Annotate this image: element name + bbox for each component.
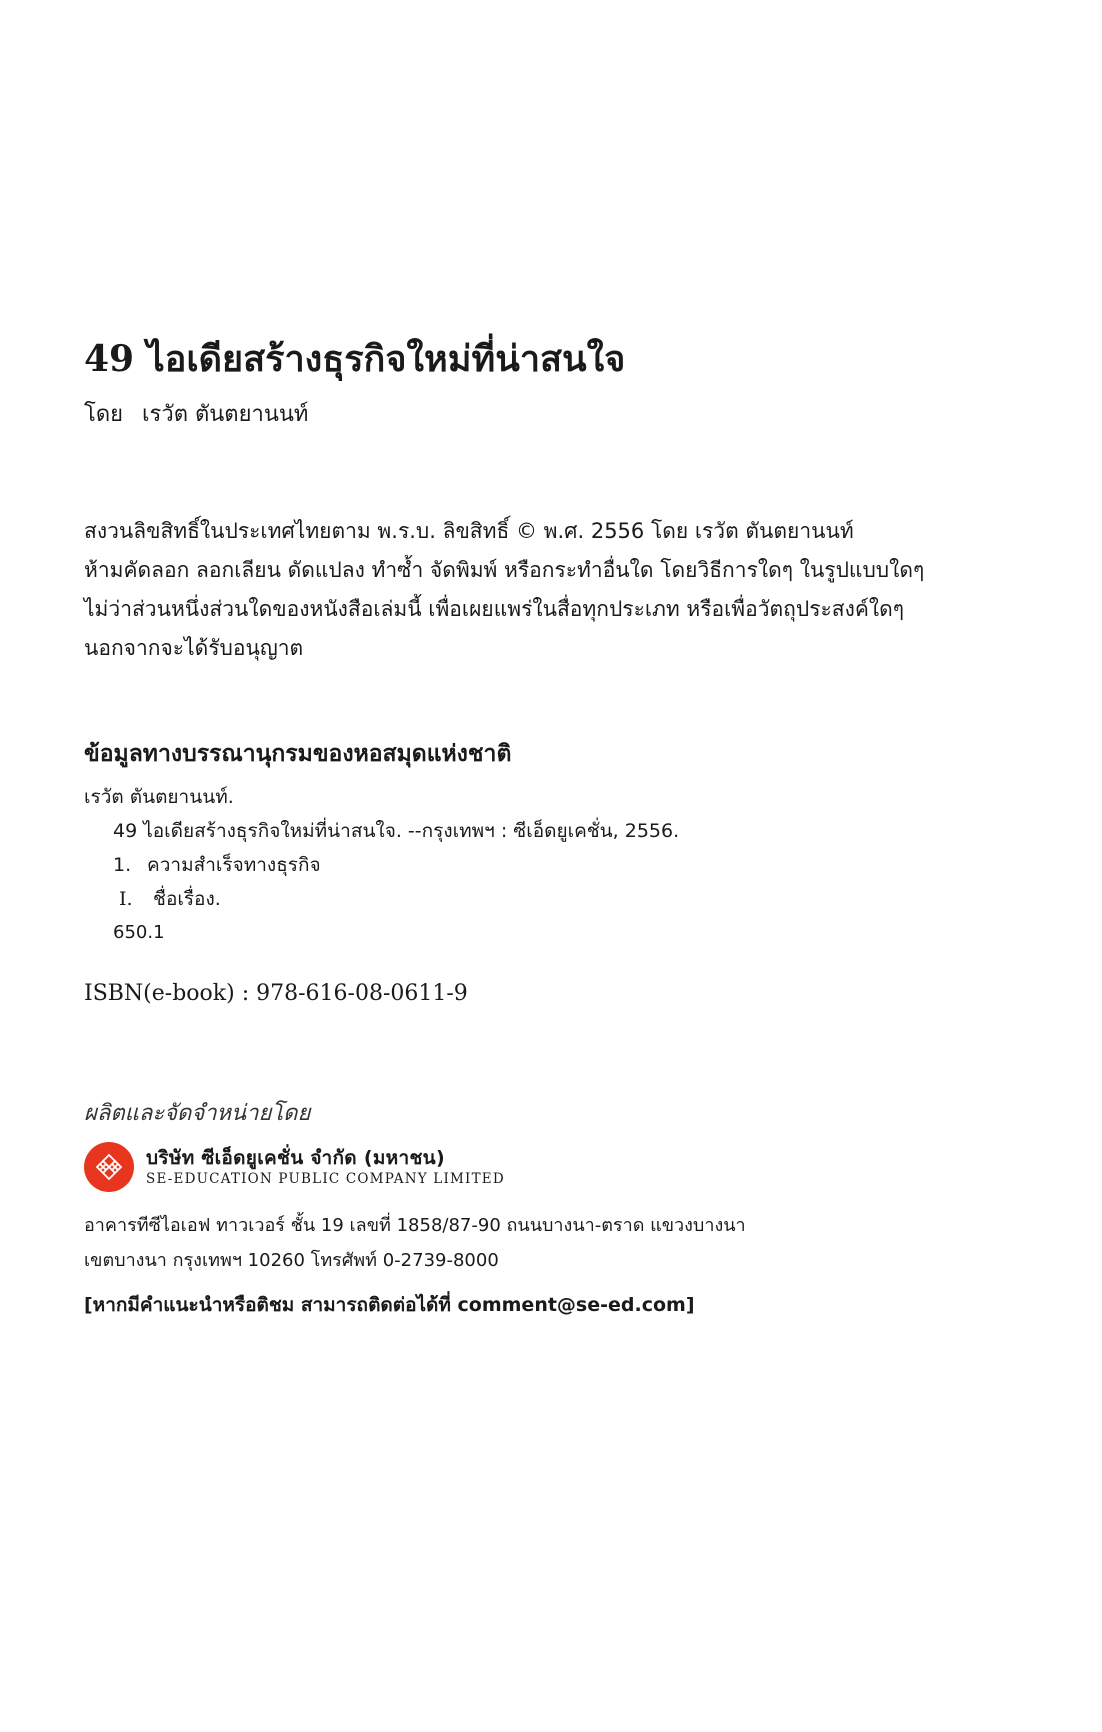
publisher-name — [146, 1146, 505, 1188]
copyright-line: นอกจากจะได้รับอนุญาต — [84, 636, 304, 660]
publisher-name-en: SE-EDUCATION PUBLIC COMPANY LIMITED — [146, 1171, 505, 1187]
feedback-note: [หากมีคำแนะนำหรือติชม สามารถติดต่อได้ที่ comment@se-ed.com] — [84, 1294, 695, 1316]
cataloging-subject — [84, 848, 984, 882]
book-title: 49 ไอเดียสร้างธุรกิจใหม่ที่น่าสนใจ — [84, 338, 626, 380]
cataloging-title-label: ชื่อเรื่อง. — [153, 888, 221, 910]
copyright-page — [84, 0, 1044, 1732]
cataloging-heading: ข้อมูลทางบรรณานุกรมของหอสมุดแห่งชาติ — [84, 740, 512, 767]
se-ed-logo-mark — [94, 1152, 124, 1182]
byline-label: โดย — [84, 402, 123, 427]
se-ed-logo-icon — [84, 1142, 134, 1192]
copyright-line: สงวนลิขสิทธิ์ในประเทศไทยตาม พ.ร.บ. ลิขสิทธิ์ © พ.ศ. 2556 โดย เรวัต ตันตยานนท์ — [84, 519, 854, 543]
address-line: อาคารทีซีไอเอฟ ทาวเวอร์ ชั้น 19 เลขที่ 1858/87-90 ถนนบางนา-ตราด แขวงบางนา — [84, 1215, 746, 1236]
copyright-line: ห้ามคัดลอก ลอกเลียน ดัดแปลง ทำซ้ำ จัดพิมพ์ หรือกระทำอื่นใด โดยวิธีการใดๆ ในรูปแบบใดๆ — [84, 558, 925, 582]
copyright-line: ไม่ว่าส่วนหนึ่งส่วนใดของหนังสือเล่มนี้ เพื่อเผยแพร่ในสื่อทุกประเภท หรือเพื่อวัตถุประสงค์ใดๆ — [84, 597, 905, 621]
address-line: เขตบางนา กรุงเทพฯ 10260 โทรศัพท์ 0-2739-8000 — [84, 1250, 499, 1271]
cataloging-data — [84, 736, 984, 950]
publisher-address — [84, 1208, 984, 1278]
isbn: ISBN(e-book) : 978-616-08-0611-9 — [84, 981, 468, 1006]
publisher-block — [84, 1098, 984, 1320]
cataloging-title-number: I. — [119, 888, 133, 910]
byline-author: เรวัต ตันตยานนท์ — [142, 402, 309, 427]
byline — [84, 400, 308, 430]
cataloging-classification: 650.1 — [113, 922, 165, 943]
cataloging-title-heading — [84, 882, 984, 916]
publisher-brand — [84, 1140, 984, 1194]
cataloging-subject-number: 1. — [113, 854, 132, 876]
copyright-notice — [84, 512, 1024, 668]
cataloging-subject-text: ความสำเร็จทางธุรกิจ — [147, 854, 321, 876]
publisher-name-th: บริษัท ซีเอ็ดยูเคชั่น จำกัด (มหาชน) — [146, 1147, 445, 1169]
cataloging-title-entry: 49 ไอเดียสร้างธุรกิจใหม่ที่น่าสนใจ. --กรุงเทพฯ : ซีเอ็ดยูเคชั่น, 2556. — [113, 820, 680, 842]
cataloging-author: เรวัต ตันตยานนท์. — [84, 786, 234, 808]
publisher-intro: ผลิตและจัดจำหน่ายโดย — [84, 1101, 311, 1126]
